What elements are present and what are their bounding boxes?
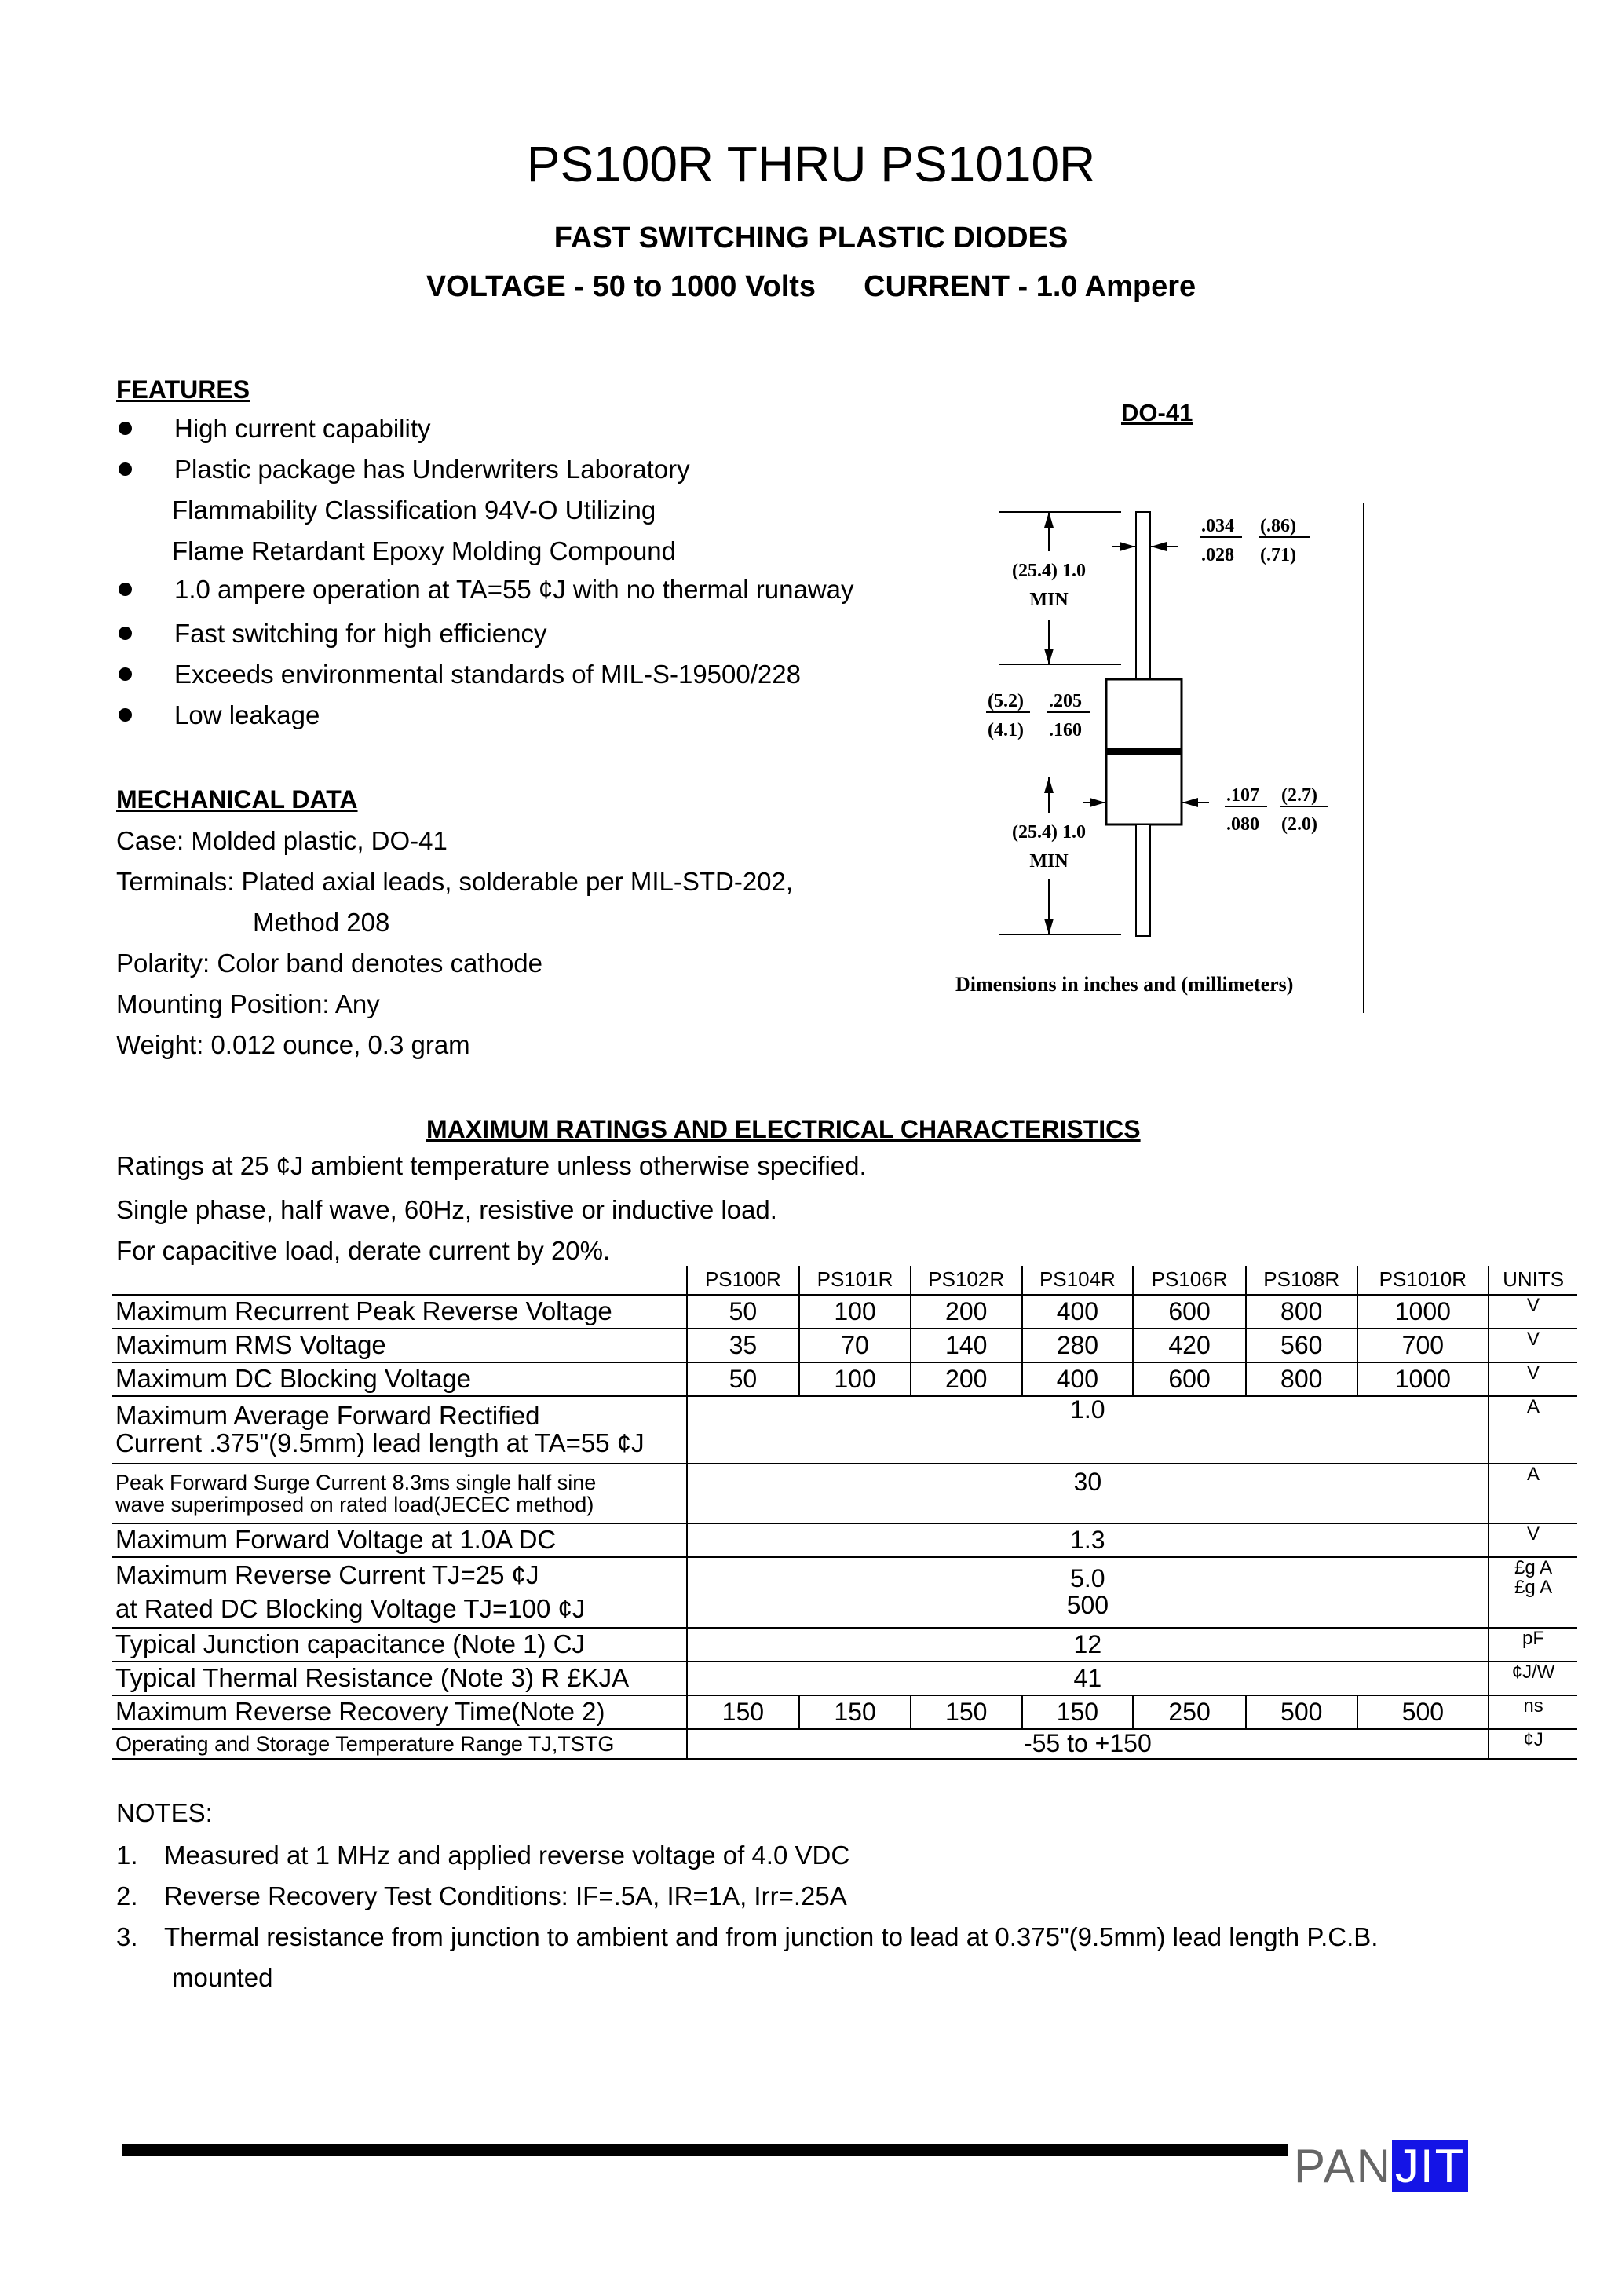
note-3: 3. Thermal resistance from junction to ambient and from junction to lead at 0.375"(9.5mm) lead length P.C.B. [116, 1922, 1379, 1951]
page-title: PS100R THRU PS1010R [526, 136, 1096, 192]
note-2: 2. Reverse Recovery Test Conditions: IF=.5A, IR=1A, Irr=.25A [116, 1881, 847, 1910]
merged-cell: 12 [687, 1628, 1489, 1662]
note-3-cont: mounted [172, 1963, 273, 1992]
cell: 500 [1357, 1695, 1489, 1729]
ratings-note-2: Single phase, half wave, 60Hz, resistive or inductive load. [116, 1195, 777, 1224]
bullet-icon [119, 667, 132, 681]
body-len-mm-max: (5.2) [988, 691, 1024, 711]
merged-cell: 30 [687, 1464, 1489, 1523]
note-1: 1. Measured at 1 MHz and applied reverse voltage of 4.0 VDC [116, 1841, 850, 1870]
row-label: Maximum DC Blocking Voltage [112, 1362, 687, 1396]
lead-dia-in-max: .034 [1201, 516, 1234, 536]
unit-cell: ¢J [1489, 1729, 1577, 1759]
table-header-row [112, 1266, 1577, 1295]
cell: 150 [687, 1695, 800, 1729]
lead-min-bottom: MIN [1029, 851, 1069, 872]
row-label: Maximum Forward Voltage at 1.0A DC [112, 1523, 687, 1557]
col-header: PS108R [1246, 1266, 1357, 1295]
mechanical-heading: MECHANICAL DATA [116, 785, 358, 813]
table-row [112, 1695, 1577, 1729]
body-len-mm-min: (4.1) [988, 720, 1024, 740]
table-row [112, 1362, 1577, 1396]
panjit-logo [1294, 2139, 1468, 2193]
row-label: Maximum RMS Voltage [112, 1329, 687, 1362]
merged-cell: -55 to +150 [687, 1729, 1489, 1759]
row-label: Operating and Storage Temperature Range TJ,TSTG [112, 1729, 687, 1759]
cell: 50 [687, 1295, 800, 1329]
cell: 100 [799, 1295, 911, 1329]
row-label [112, 1557, 687, 1628]
feature-item: Flame Retardant Epoxy Molding Compound [172, 536, 677, 565]
merged-cell: 41 [687, 1662, 1489, 1695]
unit-cell: V [1489, 1329, 1577, 1362]
mech-weight: Weight: 0.012 ounce, 0.3 gram [116, 1030, 470, 1059]
row-label-line: Peak Forward Surge Current 8.3ms single half sine [115, 1470, 597, 1494]
unit-cell: ¢J/W [1489, 1662, 1577, 1695]
cell: 150 [799, 1695, 911, 1729]
unit-cell: pF [1489, 1628, 1577, 1662]
feature-item: Exceeds environmental standards of MIL-S-19500/228 [174, 660, 801, 689]
notes-heading: NOTES: [116, 1798, 213, 1827]
ir-value-25c: 5.0 [1070, 1564, 1105, 1593]
lead-dia-mm-min: (.71) [1260, 545, 1296, 565]
table-row [112, 1464, 1577, 1523]
col-header: PS102R [911, 1266, 1022, 1295]
note-3-text: Thermal resistance from junction to ambient and from junction to lead at 0.375"(9.5mm) lead length P.C.B. [164, 1922, 1379, 1951]
body-len-in-min: .160 [1049, 720, 1082, 740]
row-label: Maximum Recurrent Peak Reverse Voltage [112, 1295, 687, 1329]
body-dia-mm-min: (2.0) [1281, 814, 1317, 835]
ratings-note-1: Ratings at 25 ¢J ambient temperature unless otherwise specified. [116, 1151, 867, 1180]
mech-terminals-cont: Method 208 [253, 908, 390, 937]
table-row [112, 1729, 1577, 1759]
subtitle: FAST SWITCHING PLASTIC DIODES [553, 221, 1069, 254]
ir-unit-25c: £g A [1514, 1557, 1553, 1578]
col-header: PS1010R [1357, 1266, 1489, 1295]
cell: 250 [1133, 1695, 1246, 1729]
unit-cell: A [1489, 1396, 1577, 1464]
bullet-icon [119, 627, 132, 640]
merged-cell [687, 1557, 1489, 1628]
note-2-text: Reverse Recovery Test Conditions: IF=.5A, IR=1A, Irr=.25A [164, 1881, 847, 1910]
cell: 400 [1022, 1295, 1134, 1329]
table-row [112, 1662, 1577, 1695]
col-header: UNITS [1489, 1266, 1577, 1295]
body-dia-in-min: .080 [1226, 814, 1259, 835]
table-row [112, 1523, 1577, 1557]
col-header: PS101R [799, 1266, 911, 1295]
table-row [112, 1557, 1577, 1628]
feature-item: Low leakage [174, 700, 320, 729]
feature-item: 1.0 ampere operation at TA=55 ¢J with no thermal runaway [174, 575, 854, 604]
current-rating: CURRENT - 1.0 Ampere [864, 270, 1196, 303]
dimensions-caption: Dimensions in inches and (millimeters) [955, 973, 1294, 996]
ir-value-100c: 500 [1066, 1591, 1109, 1619]
voltage-current-line [0, 270, 1622, 304]
table-row [112, 1628, 1577, 1662]
cell: 280 [1022, 1329, 1134, 1362]
row-label-line: wave superimposed on rated load(JECEC method) [115, 1493, 594, 1516]
merged-cell: 1.3 [687, 1523, 1489, 1557]
body-dia-in-max: .107 [1226, 785, 1259, 806]
note-1-text: Measured at 1 MHz and applied reverse voltage of 4.0 VDC [164, 1841, 850, 1870]
feature-item: Plastic package has Underwriters Laboratory [174, 455, 690, 484]
mech-terminals: Terminals: Plated axial leads, solderable per MIL-STD-202, [116, 867, 794, 896]
table-row [112, 1396, 1577, 1464]
cell: 150 [911, 1695, 1022, 1729]
lead-min-top: MIN [1029, 590, 1069, 610]
unit-cell: V [1489, 1523, 1577, 1557]
row-label-line: Maximum Reverse Current TJ=25 ¢J [115, 1560, 539, 1590]
cell: 700 [1357, 1329, 1489, 1362]
lead-dia-mm-max: (.86) [1260, 516, 1296, 536]
cell: 150 [1022, 1695, 1134, 1729]
row-label-line: Current .375"(9.5mm) lead length at TA=55 ¢J [115, 1428, 645, 1457]
ratings-table [112, 1266, 1577, 1760]
logo-jit: JIT [1392, 2140, 1468, 2192]
col-header: PS100R [687, 1266, 800, 1295]
cell: 50 [687, 1362, 800, 1396]
cell: 200 [911, 1362, 1022, 1396]
feature-item: Fast switching for high efficiency [174, 619, 547, 648]
cell: 800 [1246, 1362, 1357, 1396]
lead-length-bottom: (25.4) 1.0 [1012, 822, 1086, 843]
row-label: Typical Thermal Resistance (Note 3) R £KJA [112, 1662, 687, 1695]
ir-unit-100c: £g A [1514, 1577, 1553, 1599]
header-spacer [112, 1266, 687, 1295]
lead-dia-in-min: .028 [1201, 545, 1234, 565]
footer-rule [122, 2144, 1288, 2156]
bullet-icon [119, 462, 132, 476]
do41-outline-diagram [942, 495, 1382, 1013]
feature-item: Flammability Classification 94V-O Utilizing [172, 495, 656, 525]
feature-item: High current capability [174, 414, 431, 443]
ratings-note-3: For capacitive load, derate current by 20%. [116, 1236, 611, 1265]
mech-case: Case: Molded plastic, DO-41 [116, 826, 448, 855]
bullet-icon [119, 708, 132, 722]
features-heading: FEATURES [116, 375, 250, 404]
cell: 400 [1022, 1362, 1134, 1396]
cell: 1000 [1357, 1295, 1489, 1329]
table-row [112, 1329, 1577, 1362]
cell: 600 [1133, 1295, 1246, 1329]
unit-cell: V [1489, 1362, 1577, 1396]
unit-cell: V [1489, 1295, 1577, 1329]
cell: 420 [1133, 1329, 1246, 1362]
cell: 560 [1246, 1329, 1357, 1362]
cell: 800 [1246, 1295, 1357, 1329]
row-label-line: at Rated DC Blocking Voltage TJ=100 ¢J [115, 1594, 586, 1623]
cell: 70 [799, 1329, 911, 1362]
row-label-line: Maximum Average Forward Rectified [115, 1401, 540, 1431]
row-label: Typical Junction capacitance (Note 1) CJ [112, 1628, 687, 1662]
cell: 1000 [1357, 1362, 1489, 1396]
mech-mounting: Mounting Position: Any [116, 989, 380, 1018]
col-header: PS104R [1022, 1266, 1134, 1295]
cell: 600 [1133, 1362, 1246, 1396]
row-label [112, 1396, 687, 1464]
row-label: Maximum Reverse Recovery Time(Note 2) [112, 1695, 687, 1729]
col-header: PS106R [1133, 1266, 1246, 1295]
cell: 500 [1246, 1695, 1357, 1729]
lead-length-top: (25.4) 1.0 [1012, 561, 1086, 581]
row-label [112, 1464, 687, 1523]
unit-cell: ns [1489, 1695, 1577, 1729]
merged-cell: 1.0 [687, 1396, 1489, 1464]
cell: 100 [799, 1362, 911, 1396]
bullet-icon [119, 583, 132, 596]
mech-polarity: Polarity: Color band denotes cathode [116, 949, 543, 978]
voltage-range: VOLTAGE - 50 to 1000 Volts [426, 270, 816, 303]
cell: 35 [687, 1329, 800, 1362]
logo-pan: PAN [1294, 2140, 1392, 2192]
cell: 200 [911, 1295, 1022, 1329]
unit-cell: A [1489, 1464, 1577, 1523]
body-len-in-max: .205 [1049, 691, 1082, 711]
body-dia-mm-max: (2.7) [1281, 785, 1317, 806]
unit-cell [1489, 1557, 1577, 1628]
ratings-heading: MAXIMUM RATINGS AND ELECTRICAL CHARACTERISTICS [426, 1115, 1141, 1143]
table-row [112, 1295, 1577, 1329]
cell: 140 [911, 1329, 1022, 1362]
bullet-icon [119, 422, 132, 435]
package-label: DO-41 [1121, 399, 1193, 426]
